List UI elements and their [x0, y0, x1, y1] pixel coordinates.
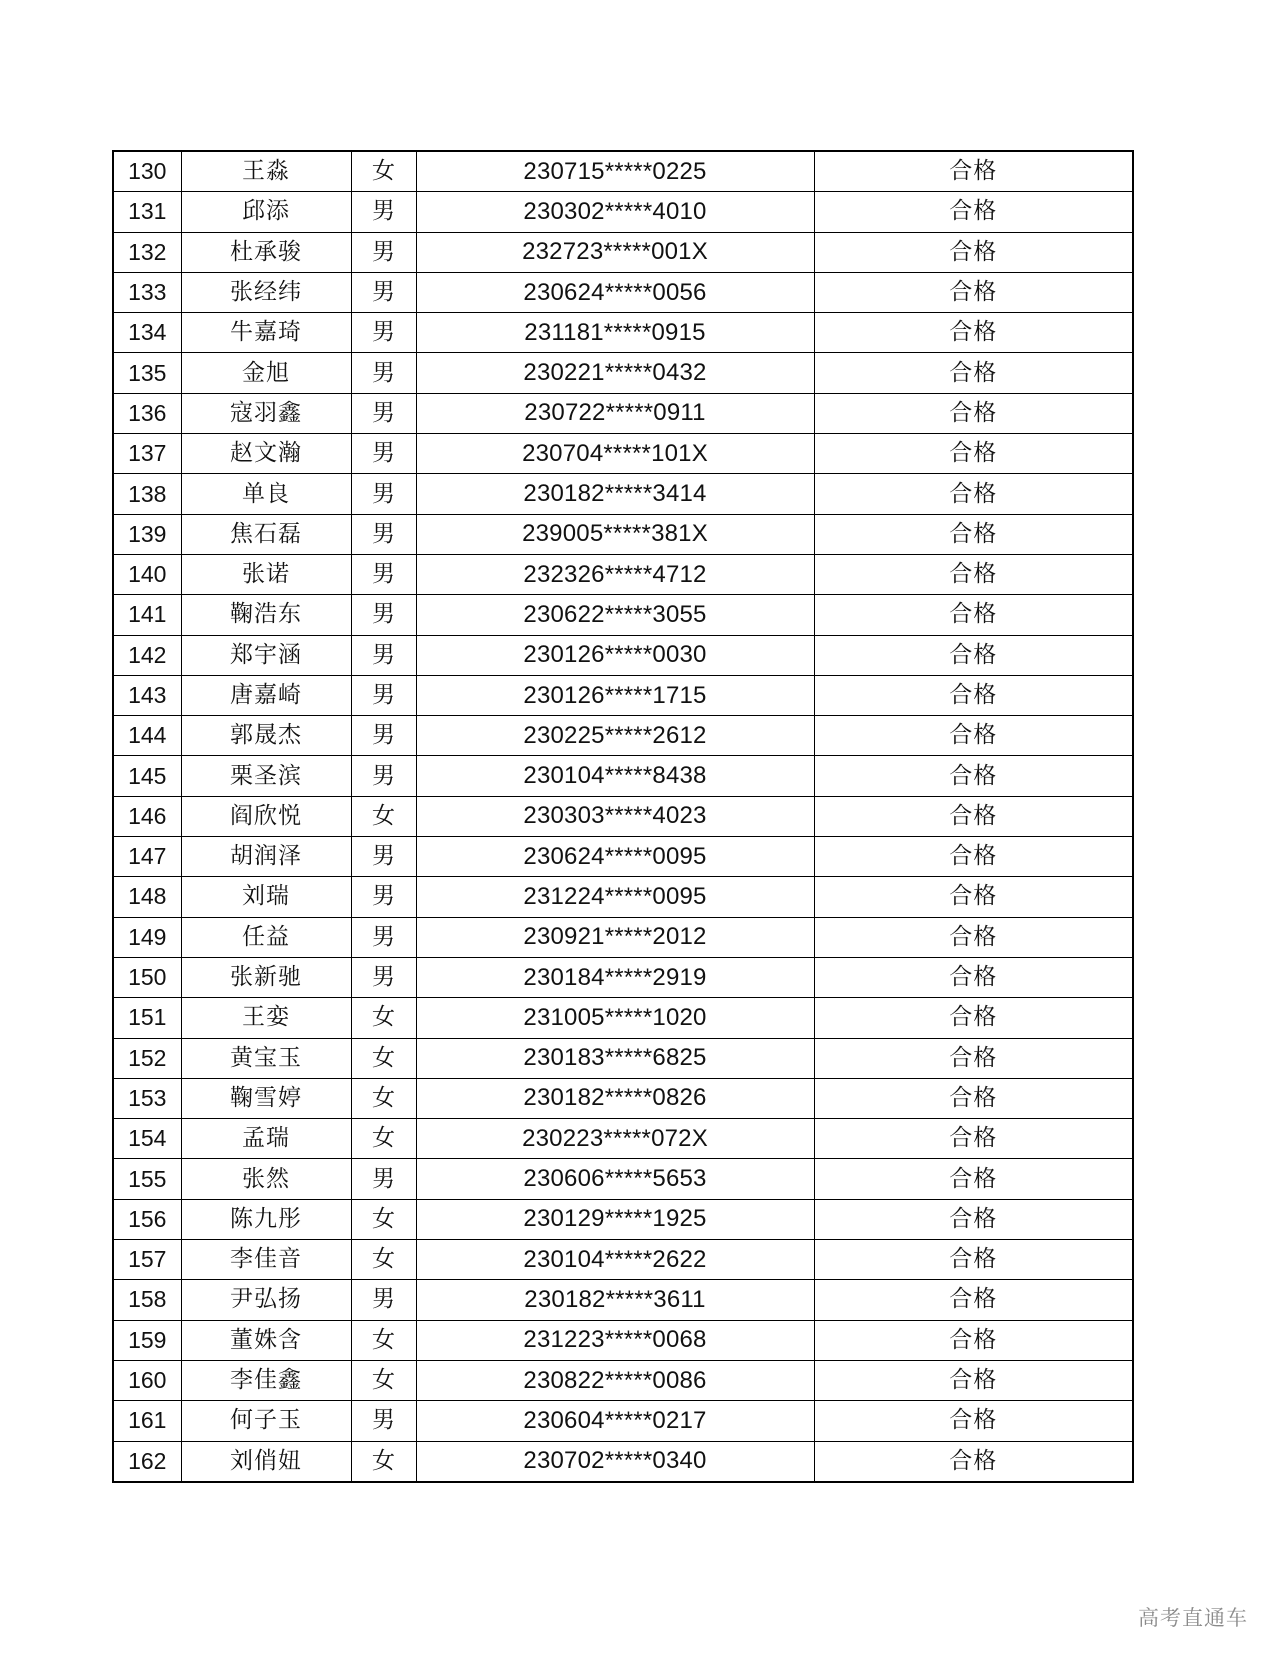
id-number-cell: 230183*****6825 — [416, 1038, 814, 1078]
row-number-cell: 141 — [113, 595, 181, 635]
table-row — [113, 393, 1133, 433]
gender-cell: 男 — [351, 434, 416, 474]
result-cell: 合格 — [814, 756, 1133, 796]
id-number-cell: 230223*****072X — [416, 1119, 814, 1159]
result-cell: 合格 — [814, 957, 1133, 997]
id-number-cell: 230822*****0086 — [416, 1360, 814, 1400]
result-cell: 合格 — [814, 474, 1133, 514]
result-cell: 合格 — [814, 353, 1133, 393]
id-number-cell: 230624*****0056 — [416, 272, 814, 312]
name-cell: 鞠浩东 — [181, 595, 351, 635]
table-row — [113, 998, 1133, 1038]
row-number-cell: 133 — [113, 272, 181, 312]
row-number-cell: 137 — [113, 434, 181, 474]
row-number-cell: 143 — [113, 675, 181, 715]
name-cell: 鞠雪婷 — [181, 1078, 351, 1118]
id-number-cell: 230722*****0911 — [416, 393, 814, 433]
result-cell: 合格 — [814, 716, 1133, 756]
name-cell: 张经纬 — [181, 272, 351, 312]
result-cell: 合格 — [814, 1199, 1133, 1239]
gender-cell: 男 — [351, 313, 416, 353]
row-number-cell: 150 — [113, 957, 181, 997]
name-cell: 唐嘉崎 — [181, 675, 351, 715]
id-number-cell: 230104*****8438 — [416, 756, 814, 796]
table-row — [113, 756, 1133, 796]
name-cell: 李佳音 — [181, 1240, 351, 1280]
row-number-cell: 134 — [113, 313, 181, 353]
row-number-cell: 154 — [113, 1119, 181, 1159]
row-number-cell: 158 — [113, 1280, 181, 1320]
gender-cell: 男 — [351, 917, 416, 957]
name-cell: 刘瑞 — [181, 877, 351, 917]
table-row — [113, 917, 1133, 957]
result-cell: 合格 — [814, 877, 1133, 917]
row-number-cell: 149 — [113, 917, 181, 957]
name-cell: 王娈 — [181, 998, 351, 1038]
gender-cell: 男 — [351, 353, 416, 393]
name-cell: 栗圣滨 — [181, 756, 351, 796]
gender-cell: 女 — [351, 151, 416, 192]
name-cell: 郑宇涵 — [181, 635, 351, 675]
id-number-cell: 230184*****2919 — [416, 957, 814, 997]
result-cell: 合格 — [814, 514, 1133, 554]
name-cell: 陈九彤 — [181, 1199, 351, 1239]
name-cell: 单良 — [181, 474, 351, 514]
row-number-cell: 140 — [113, 554, 181, 594]
result-cell: 合格 — [814, 313, 1133, 353]
name-cell: 金旭 — [181, 353, 351, 393]
row-number-cell: 130 — [113, 151, 181, 192]
id-number-cell: 230104*****2622 — [416, 1240, 814, 1280]
name-cell: 阎欣悦 — [181, 796, 351, 836]
table-row — [113, 554, 1133, 594]
table-row — [113, 514, 1133, 554]
name-cell: 孟瑞 — [181, 1119, 351, 1159]
result-cell: 合格 — [814, 434, 1133, 474]
id-number-cell: 230702*****0340 — [416, 1441, 814, 1482]
gender-cell: 男 — [351, 675, 416, 715]
row-number-cell: 155 — [113, 1159, 181, 1199]
result-cell: 合格 — [814, 232, 1133, 272]
row-number-cell: 145 — [113, 756, 181, 796]
results-table — [112, 150, 1134, 1483]
result-cell: 合格 — [814, 1078, 1133, 1118]
name-cell: 王淼 — [181, 151, 351, 192]
row-number-cell: 159 — [113, 1320, 181, 1360]
name-cell: 郭晟杰 — [181, 716, 351, 756]
id-number-cell: 230604*****0217 — [416, 1401, 814, 1441]
gender-cell: 女 — [351, 1240, 416, 1280]
name-cell: 尹弘扬 — [181, 1280, 351, 1320]
name-cell: 黄宝玉 — [181, 1038, 351, 1078]
row-number-cell: 132 — [113, 232, 181, 272]
id-number-cell: 230182*****3414 — [416, 474, 814, 514]
result-cell: 合格 — [814, 837, 1133, 877]
row-number-cell: 160 — [113, 1360, 181, 1400]
watermark-text: 高考直通车 — [1138, 1606, 1248, 1630]
result-cell: 合格 — [814, 675, 1133, 715]
name-cell: 张然 — [181, 1159, 351, 1199]
gender-cell: 男 — [351, 957, 416, 997]
gender-cell: 女 — [351, 1038, 416, 1078]
result-cell: 合格 — [814, 1119, 1133, 1159]
name-cell: 董姝含 — [181, 1320, 351, 1360]
result-cell: 合格 — [814, 1360, 1133, 1400]
result-cell: 合格 — [814, 595, 1133, 635]
gender-cell: 男 — [351, 474, 416, 514]
gender-cell: 男 — [351, 272, 416, 312]
table-row — [113, 635, 1133, 675]
gender-cell: 男 — [351, 232, 416, 272]
table-row — [113, 716, 1133, 756]
id-number-cell: 231181*****0915 — [416, 313, 814, 353]
id-number-cell: 239005*****381X — [416, 514, 814, 554]
row-number-cell: 138 — [113, 474, 181, 514]
id-number-cell: 230182*****0826 — [416, 1078, 814, 1118]
table-row — [113, 151, 1133, 192]
result-cell: 合格 — [814, 272, 1133, 312]
id-number-cell: 230126*****0030 — [416, 635, 814, 675]
table-row — [113, 1360, 1133, 1400]
gender-cell: 男 — [351, 554, 416, 594]
row-number-cell: 152 — [113, 1038, 181, 1078]
row-number-cell: 136 — [113, 393, 181, 433]
id-number-cell: 230182*****3611 — [416, 1280, 814, 1320]
results-table-body — [113, 151, 1133, 1482]
table-row — [113, 1038, 1133, 1078]
gender-cell: 男 — [351, 1280, 416, 1320]
table-row — [113, 1078, 1133, 1118]
table-row — [113, 1320, 1133, 1360]
row-number-cell: 151 — [113, 998, 181, 1038]
gender-cell: 男 — [351, 837, 416, 877]
name-cell: 牛嘉琦 — [181, 313, 351, 353]
id-number-cell: 230126*****1715 — [416, 675, 814, 715]
table-row — [113, 1401, 1133, 1441]
table-row — [113, 1159, 1133, 1199]
row-number-cell: 156 — [113, 1199, 181, 1239]
gender-cell: 男 — [351, 1401, 416, 1441]
gender-cell: 男 — [351, 192, 416, 232]
id-number-cell: 230624*****0095 — [416, 837, 814, 877]
name-cell: 张新驰 — [181, 957, 351, 997]
result-cell: 合格 — [814, 1280, 1133, 1320]
gender-cell: 男 — [351, 635, 416, 675]
result-cell: 合格 — [814, 1159, 1133, 1199]
name-cell: 何子玉 — [181, 1401, 351, 1441]
table-row — [113, 957, 1133, 997]
table-row — [113, 877, 1133, 917]
id-number-cell: 231224*****0095 — [416, 877, 814, 917]
id-number-cell: 231005*****1020 — [416, 998, 814, 1038]
table-row — [113, 1119, 1133, 1159]
id-number-cell: 231223*****0068 — [416, 1320, 814, 1360]
gender-cell: 男 — [351, 595, 416, 635]
result-cell: 合格 — [814, 635, 1133, 675]
id-number-cell: 230221*****0432 — [416, 353, 814, 393]
id-number-cell: 230921*****2012 — [416, 917, 814, 957]
name-cell: 邱添 — [181, 192, 351, 232]
gender-cell: 男 — [351, 716, 416, 756]
name-cell: 张诺 — [181, 554, 351, 594]
row-number-cell: 147 — [113, 837, 181, 877]
row-number-cell: 131 — [113, 192, 181, 232]
id-number-cell: 230302*****4010 — [416, 192, 814, 232]
gender-cell: 女 — [351, 1199, 416, 1239]
gender-cell: 女 — [351, 1360, 416, 1400]
gender-cell: 女 — [351, 1320, 416, 1360]
result-cell: 合格 — [814, 151, 1133, 192]
gender-cell: 男 — [351, 756, 416, 796]
id-number-cell: 230129*****1925 — [416, 1199, 814, 1239]
table-row — [113, 272, 1133, 312]
name-cell: 焦石磊 — [181, 514, 351, 554]
id-number-cell: 230303*****4023 — [416, 796, 814, 836]
id-number-cell: 232326*****4712 — [416, 554, 814, 594]
table-row — [113, 313, 1133, 353]
result-cell: 合格 — [814, 393, 1133, 433]
gender-cell: 女 — [351, 1078, 416, 1118]
gender-cell: 男 — [351, 1159, 416, 1199]
result-cell: 合格 — [814, 796, 1133, 836]
row-number-cell: 139 — [113, 514, 181, 554]
table-row — [113, 1441, 1133, 1482]
result-cell: 合格 — [814, 1240, 1133, 1280]
table-row — [113, 1280, 1133, 1320]
name-cell: 寇羽鑫 — [181, 393, 351, 433]
result-cell: 合格 — [814, 998, 1133, 1038]
id-number-cell: 230606*****5653 — [416, 1159, 814, 1199]
name-cell: 赵文瀚 — [181, 434, 351, 474]
result-cell: 合格 — [814, 1401, 1133, 1441]
table-row — [113, 595, 1133, 635]
gender-cell: 男 — [351, 877, 416, 917]
gender-cell: 女 — [351, 796, 416, 836]
table-row — [113, 1240, 1133, 1280]
table-row — [113, 474, 1133, 514]
gender-cell: 男 — [351, 393, 416, 433]
name-cell: 李佳鑫 — [181, 1360, 351, 1400]
gender-cell: 男 — [351, 514, 416, 554]
name-cell: 刘俏妞 — [181, 1441, 351, 1482]
name-cell: 杜承骏 — [181, 232, 351, 272]
table-row — [113, 675, 1133, 715]
id-number-cell: 230622*****3055 — [416, 595, 814, 635]
result-cell: 合格 — [814, 1038, 1133, 1078]
id-number-cell: 230715*****0225 — [416, 151, 814, 192]
row-number-cell: 153 — [113, 1078, 181, 1118]
name-cell: 任益 — [181, 917, 351, 957]
table-row — [113, 837, 1133, 877]
row-number-cell: 144 — [113, 716, 181, 756]
result-cell: 合格 — [814, 554, 1133, 594]
gender-cell: 女 — [351, 1119, 416, 1159]
gender-cell: 女 — [351, 998, 416, 1038]
table-row — [113, 796, 1133, 836]
result-cell: 合格 — [814, 192, 1133, 232]
row-number-cell: 146 — [113, 796, 181, 836]
table-row — [113, 1199, 1133, 1239]
row-number-cell: 162 — [113, 1441, 181, 1482]
result-cell: 合格 — [814, 1320, 1133, 1360]
gender-cell: 女 — [351, 1441, 416, 1482]
row-number-cell: 157 — [113, 1240, 181, 1280]
table-row — [113, 353, 1133, 393]
table-row — [113, 232, 1133, 272]
id-number-cell: 230704*****101X — [416, 434, 814, 474]
id-number-cell: 232723*****001X — [416, 232, 814, 272]
table-row — [113, 192, 1133, 232]
row-number-cell: 148 — [113, 877, 181, 917]
name-cell: 胡润泽 — [181, 837, 351, 877]
row-number-cell: 161 — [113, 1401, 181, 1441]
result-cell: 合格 — [814, 1441, 1133, 1482]
row-number-cell: 142 — [113, 635, 181, 675]
result-cell: 合格 — [814, 917, 1133, 957]
row-number-cell: 135 — [113, 353, 181, 393]
table-row — [113, 434, 1133, 474]
id-number-cell: 230225*****2612 — [416, 716, 814, 756]
